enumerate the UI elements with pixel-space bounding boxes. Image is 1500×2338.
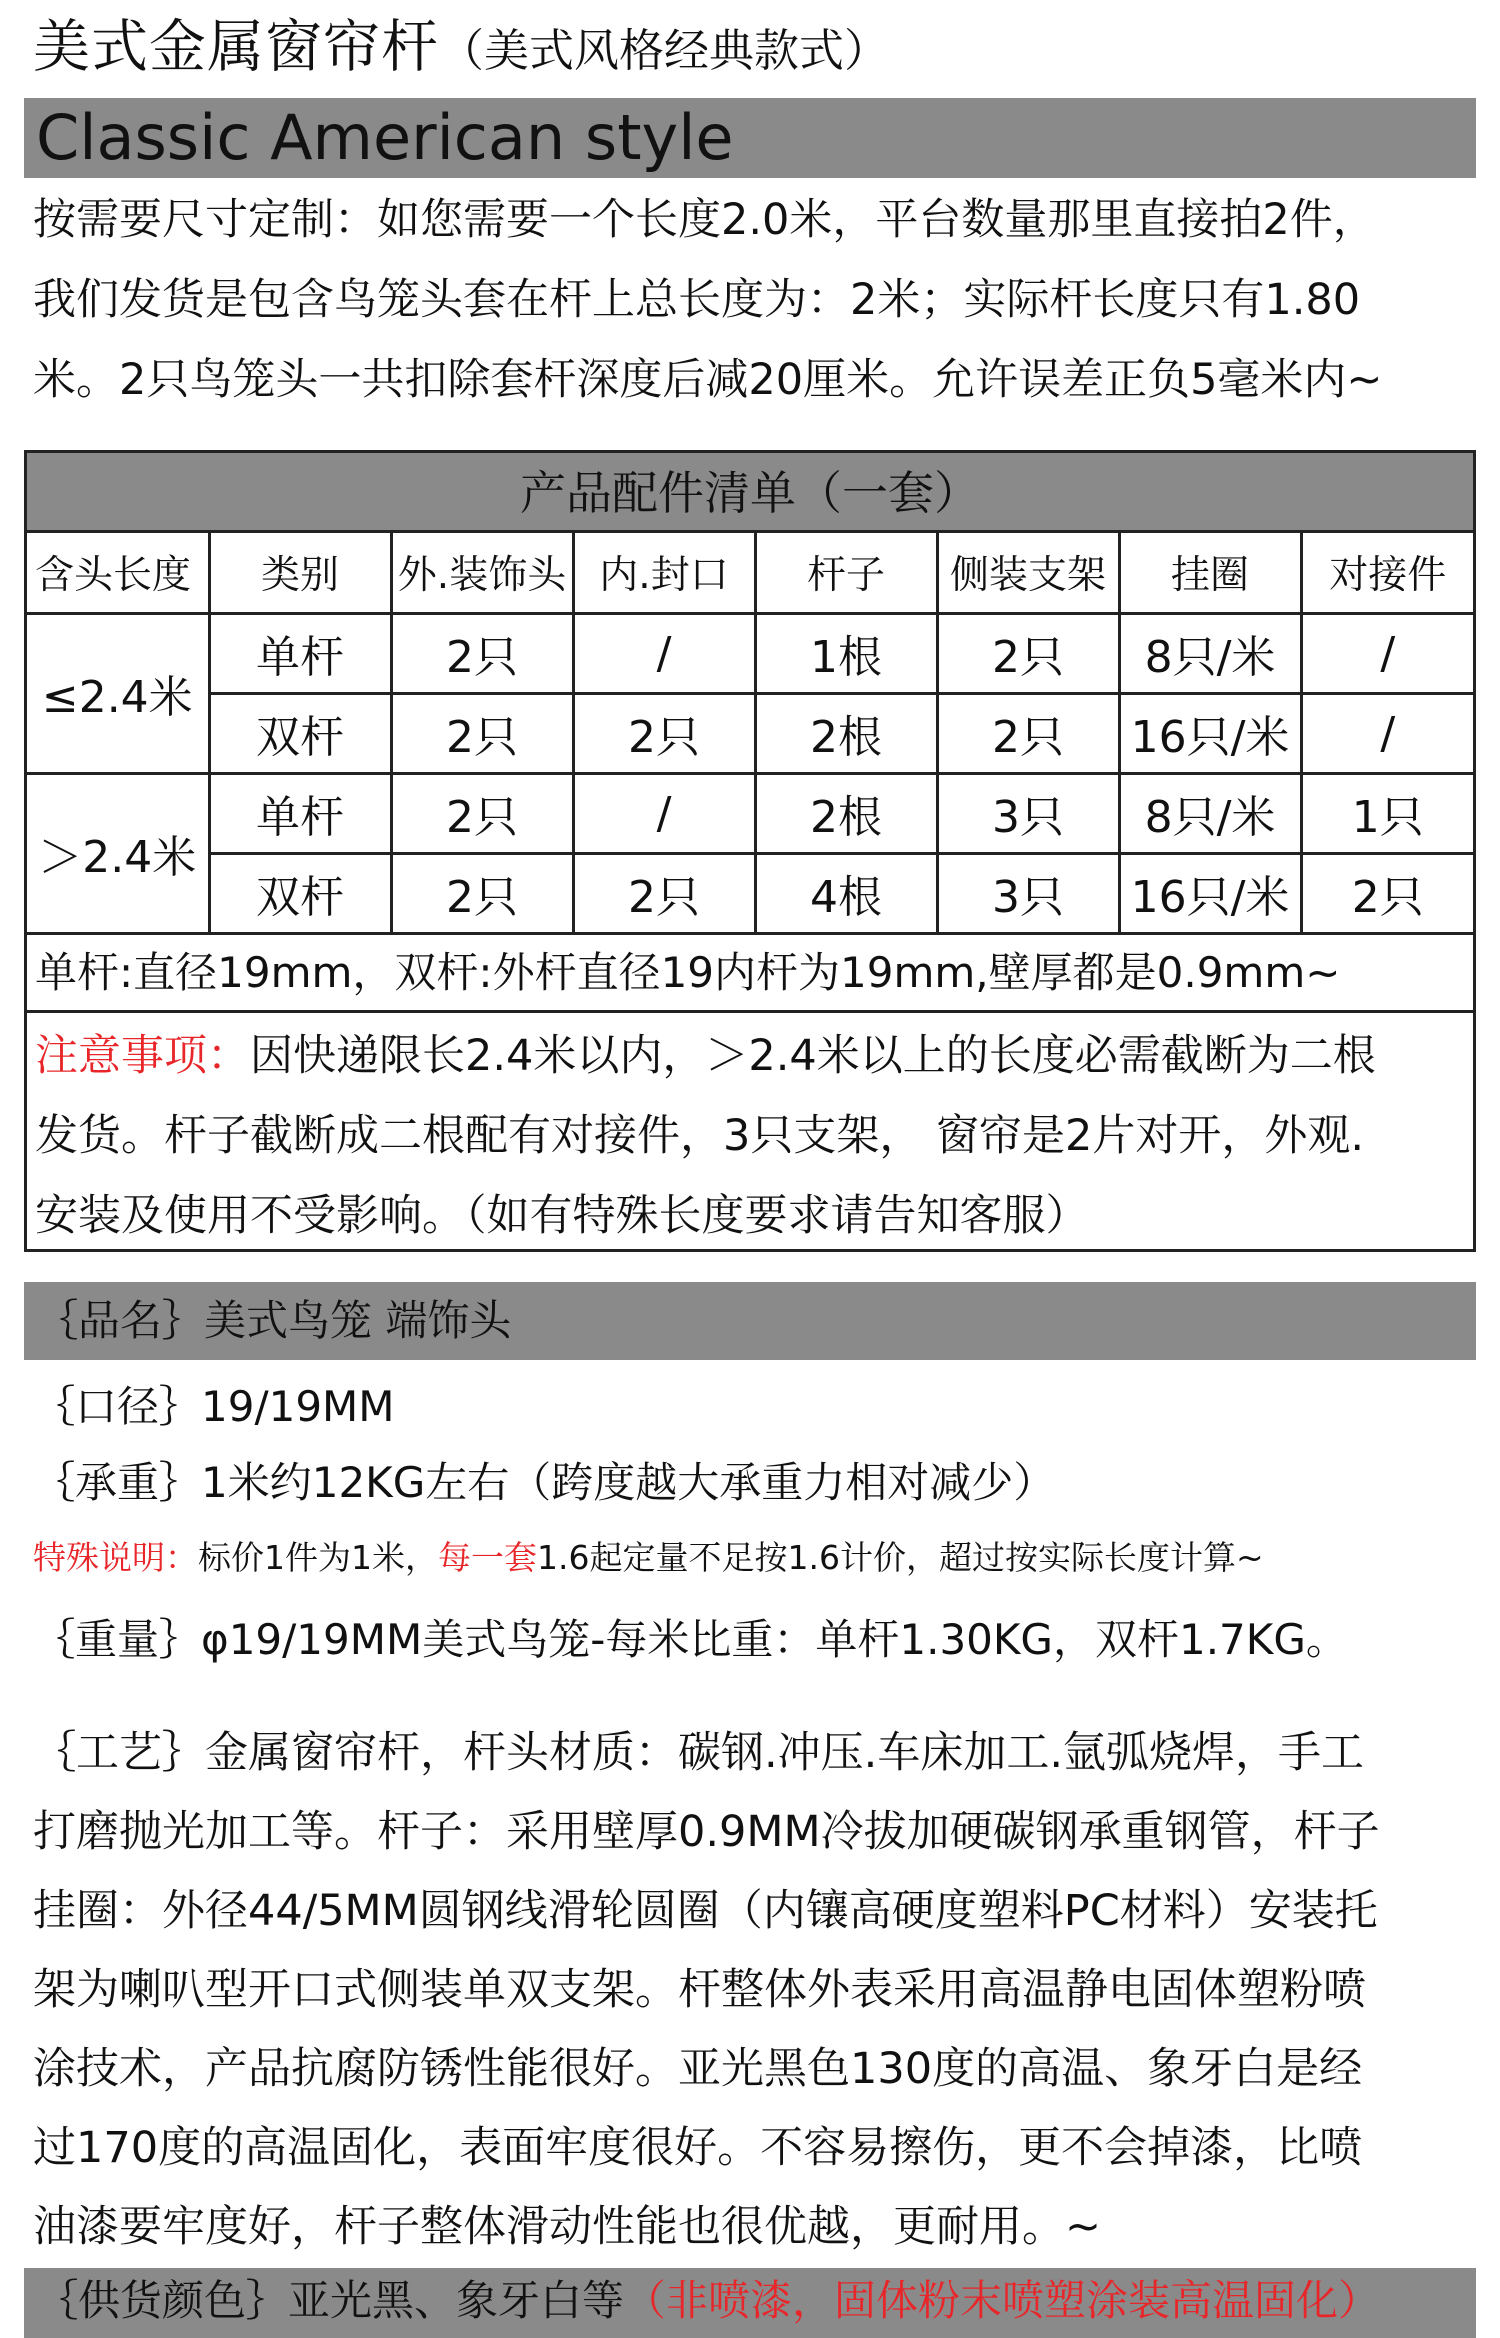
craft-line: 打磨抛光加工等。杆子：采用壁厚0.9MM冷拔加硬碳钢承重钢管，杆子: [33, 1807, 1380, 1857]
table-cell: 2根: [755, 773, 937, 853]
header-cell: 内.封口: [573, 533, 755, 613]
table-cell: 2只: [937, 613, 1119, 693]
table-cell: /: [573, 613, 755, 693]
craft-line: 挂圈：外径44/5MM圆钢线滑轮圆圈（内镶高硬度塑料PC材料）安装托: [33, 1886, 1378, 1936]
table-title: 产品配件清单（一套）: [27, 453, 1473, 533]
intro-text: [33, 180, 1473, 420]
table-cell: 双杆: [209, 693, 391, 773]
table-cell: 8只/米: [1119, 613, 1301, 693]
special-text: 1.6起定量不足按1.6计价，超过按实际长度计算~: [537, 1538, 1264, 1577]
table-cell: 2只: [391, 613, 573, 693]
table-cell: /: [1301, 693, 1473, 773]
attention-label: 注意事项：: [35, 1031, 250, 1081]
attention-line: 因快递限长2.4米以内，＞2.4米以上的长度必需截断为二根: [250, 1031, 1376, 1081]
craft-line: ｛工艺｝金属窗帘杆，杆头材质：碳钢.冲压.车床加工.氩弧烧焊，手工: [33, 1728, 1365, 1778]
color-note: （非喷漆，固体粉末喷塑涂装高温固化）: [624, 2276, 1381, 2325]
header-cell: 对接件: [1301, 533, 1473, 613]
special-highlight: 每一套: [438, 1538, 537, 1577]
craft-line: 过170度的高温固化，表面牢度很好。不容易擦伤，更不会掉漆，比喷: [33, 2123, 1363, 2173]
length-cell: ≤2.4米: [27, 613, 209, 773]
accessory-grid: [27, 533, 1473, 935]
length-cell: ＞2.4米: [27, 773, 209, 933]
table-cell: 3只: [937, 773, 1119, 853]
table-cell: 16只/米: [1119, 693, 1301, 773]
table-cell: 16只/米: [1119, 853, 1301, 933]
header-cell: 侧装支架: [937, 533, 1119, 613]
intro-line: 我们发货是包含鸟笼头套在杆上总长度为：2米；实际杆长度只有1.80: [33, 275, 1361, 325]
header-cell: 杆子: [755, 533, 937, 613]
product-name-bar: ｛品名｝美式鸟笼 端饰头: [24, 1282, 1476, 1360]
special-text: 标价1件为1米，: [198, 1538, 438, 1577]
table-row: [27, 613, 1473, 693]
special-note: [33, 1526, 1264, 1590]
header-cell: 类别: [209, 533, 391, 613]
table-cell: 2只: [573, 853, 755, 933]
table-cell: 双杆: [209, 853, 391, 933]
intro-line: 米。2只鸟笼头一共扣除套杆深度后减20厘米。允许误差正负5毫米内~: [33, 355, 1383, 405]
supply-color-bar: [24, 2268, 1476, 2338]
english-subtitle-bar: Classic American style: [24, 98, 1476, 178]
table-cell: 2只: [391, 773, 573, 853]
craft-line: 油漆要牢度好，杆子整体滑动性能也很优越，更耐用。~: [33, 2202, 1102, 2252]
header-cell: 含头长度: [27, 533, 209, 613]
craft-description: [33, 1714, 1478, 2267]
table-cell: 单杆: [209, 613, 391, 693]
accessory-table: [24, 450, 1476, 1252]
table-row: [27, 693, 1473, 773]
header-cell: 外.装饰头: [391, 533, 573, 613]
special-label: 特殊说明：: [33, 1538, 198, 1577]
header-cell: 挂圈: [1119, 533, 1301, 613]
weight-line: ｛重量｝φ19/19MM美式鸟笼-每米比重：单杆1.30KG，双杆1.7KG。: [33, 1615, 1348, 1664]
page-title: [33, 4, 889, 90]
table-cell: 1只: [1301, 773, 1473, 853]
table-cell: 2只: [1301, 853, 1473, 933]
table-header-row: [27, 533, 1473, 613]
table-cell: /: [573, 773, 755, 853]
table-row: [27, 773, 1473, 853]
table-cell: 4根: [755, 853, 937, 933]
diameter-spec: 单杆:直径19mm，双杆:外杆直径19内杆为19mm,壁厚都是0.9mm~: [27, 933, 1473, 1013]
caliber-line: ｛口径｝19/19MM: [33, 1382, 395, 1431]
load-line: ｛承重｝1米约12KG左右（跨度越大承重力相对减少）: [33, 1458, 1056, 1507]
intro-line: 按需要尺寸定制：如您需要一个长度2.0米，平台数量那里直接拍2件，: [33, 195, 1376, 245]
title-main: 美式金属窗帘杆: [33, 14, 439, 80]
attention-notes: [27, 1016, 1473, 1256]
table-cell: 2根: [755, 693, 937, 773]
table-cell: 8只/米: [1119, 773, 1301, 853]
table-row: [27, 853, 1473, 933]
table-cell: 2只: [573, 693, 755, 773]
table-cell: 3只: [937, 853, 1119, 933]
table-cell: 1根: [755, 613, 937, 693]
attention-line: 安装及使用不受影响。（如有特殊长度要求请告知客服）: [35, 1191, 1089, 1241]
table-cell: 2只: [391, 693, 573, 773]
color-label: ｛供货颜色｝亚光黑、象牙白等: [36, 2276, 625, 2325]
title-sub: （美式风格经典款式）: [439, 24, 890, 77]
attention-line: 发货。杆子截断成二根配有对接件，3只支架， 窗帘是2片对开，外观.: [35, 1111, 1365, 1161]
table-cell: 2只: [391, 853, 573, 933]
table-cell: 单杆: [209, 773, 391, 853]
craft-line: 架为喇叭型开口式侧装单双支架。杆整体外表采用高温静电固体塑粉喷: [33, 1965, 1366, 2015]
craft-line: 涂技术，产品抗腐防锈性能很好。亚光黑色130度的高温、象牙白是经: [33, 2044, 1363, 2094]
table-cell: 2只: [937, 693, 1119, 773]
table-cell: /: [1301, 613, 1473, 693]
